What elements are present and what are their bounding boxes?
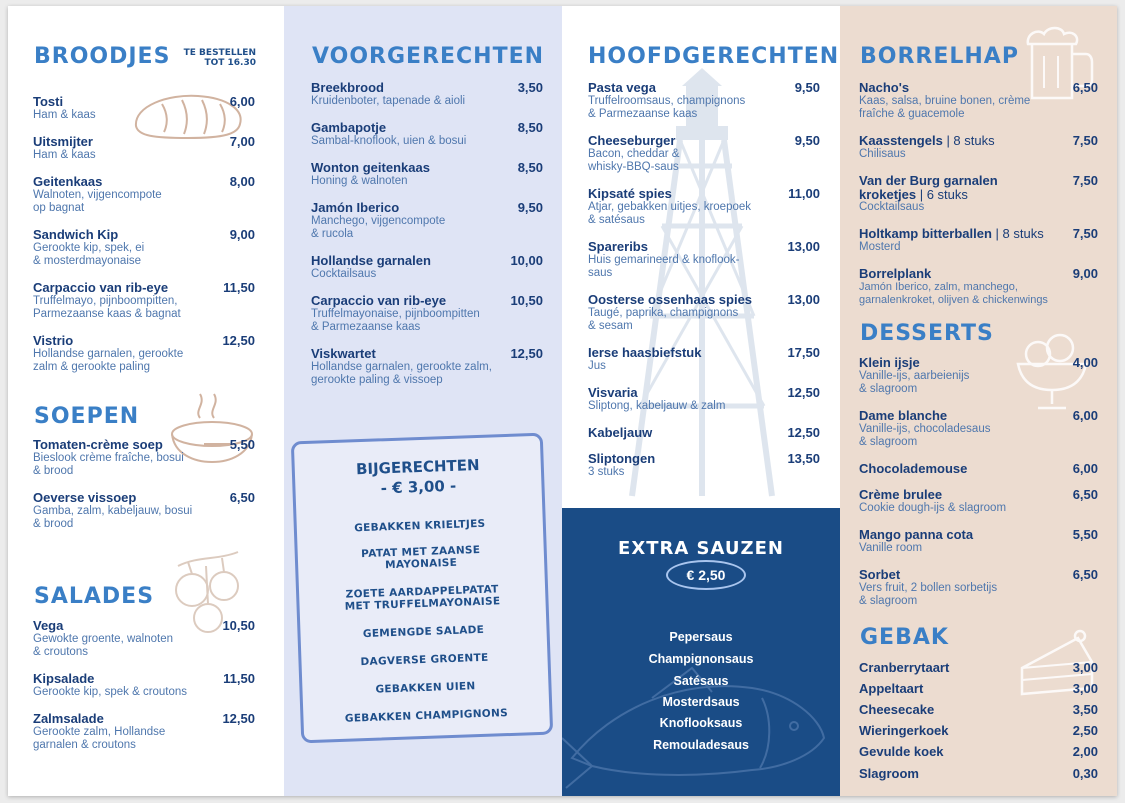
item-desc: Ham & kaas — [33, 109, 96, 121]
item-desc: Vers fruit, 2 bollen sorbetijs & slagroom — [859, 582, 998, 607]
heading-borrelhap: BORRELHAP — [860, 44, 1019, 69]
item-name: Zalmsalade — [33, 711, 104, 726]
heading-desserts: DESSERTS — [860, 321, 994, 346]
item-desc: Jamón Iberico, zalm, manchego, garnalenkroket, olijven & chickenwings — [859, 281, 1048, 306]
item-name: Tomaten-crème soep — [33, 437, 163, 452]
sauce-item: Pepersaus — [669, 630, 733, 644]
item-price: 6,50 — [229, 490, 255, 505]
item-desc: Hollandse garnalen, gerookte zalm, gerookte paling & vissoep — [311, 361, 492, 386]
column-broodjes — [8, 6, 284, 796]
item-desc: Gerookte kip, spek, ei & mosterdmayonaise — [33, 242, 145, 267]
item-name: Vega — [33, 618, 64, 633]
side-dish-item: DAGVERSE GROENTE — [360, 651, 489, 669]
item-name: Visvaria — [588, 385, 638, 400]
item-name: Chocolademouse — [859, 461, 968, 476]
item-name — [859, 81, 909, 95]
item-name: Cranberrytaart — [859, 660, 950, 675]
item-name: Dame blanche — [859, 408, 948, 423]
bijgerechten-card — [291, 433, 553, 744]
item-desc: Gamba, zalm, kabeljauw, bosui & brood — [33, 505, 193, 530]
item-price: 6,00 — [1072, 408, 1098, 423]
item-price: 9,00 — [229, 227, 255, 242]
item-name: Sandwich Kip — [33, 227, 119, 242]
item-price: 9,00 — [1072, 266, 1098, 281]
item-desc: 3 stuks — [588, 466, 625, 478]
extra-sauzen-title: EXTRA SAUZEN — [618, 538, 784, 559]
item-price: 12,50 — [222, 333, 255, 348]
item-price: 12,50 — [787, 425, 820, 440]
item-name: Crème brulee — [859, 487, 943, 502]
side-dish-item: GEMENGDE SALADE — [362, 623, 485, 641]
item-price: 7,00 — [229, 134, 255, 149]
extra-sauzen-panel — [562, 508, 840, 796]
item-price: 12,50 — [787, 385, 820, 400]
item-desc: Cocktailsaus — [311, 268, 377, 280]
item-price: 3,50 — [517, 80, 543, 95]
item-name: Kipsalade — [33, 671, 95, 686]
item-price: 8,00 — [229, 174, 255, 189]
item-desc: Taugé, paprika, champignons & sesam — [588, 307, 739, 332]
item-name: Sorbet — [859, 567, 901, 582]
item-name: Geitenkaas — [33, 174, 103, 189]
item-desc: Cookie dough-ijs & slagroom — [859, 502, 1007, 514]
item-price: 10,50 — [222, 618, 255, 633]
item-price: 13,50 — [787, 451, 820, 466]
side-dish-item: GEBAKKEN UIEN — [375, 680, 476, 696]
item-desc: Sliptong, kabeljauw & zalm — [588, 400, 726, 412]
item-name-text: Borrelplank — [859, 266, 932, 281]
item-price: 12,50 — [222, 711, 255, 726]
item-name-text: Kaasstengels — [859, 133, 943, 148]
item-name: Spareribs — [588, 239, 648, 254]
side-dish-item: GEBAKKEN CHAMPIGNONS — [344, 707, 509, 725]
item-name: Oeverse vissoep — [33, 490, 137, 505]
item-price: 11,50 — [223, 671, 255, 686]
item-desc: Truffelroomsaus, champignons & Parmezaanse kaas — [588, 95, 746, 120]
item-desc: Vanille-ijs, chocoladesaus & slagroom — [859, 423, 991, 448]
item-price: 0,30 — [1072, 766, 1098, 781]
item-name — [859, 227, 1044, 241]
item-desc: Gewokte groente, walnoten & croutons — [33, 633, 174, 658]
item-price: 2,00 — [1072, 744, 1098, 759]
item-price: 7,50 — [1072, 173, 1098, 188]
item-price: 6,00 — [229, 94, 255, 109]
item-price: 2,50 — [1072, 723, 1098, 738]
sauce-item: Mosterdsaus — [662, 695, 740, 709]
item-name: Gevulde koek — [859, 744, 944, 759]
item-price: 3,00 — [1072, 681, 1098, 696]
item-price: 13,00 — [787, 292, 820, 307]
item-name: Viskwartet — [311, 346, 376, 361]
menu-sheet — [8, 6, 1117, 796]
heading-salades: SALADES — [34, 584, 155, 609]
side-dish-item: GEBAKKEN KRIELTJES — [354, 517, 486, 535]
heading-soepen: SOEPEN — [34, 404, 140, 429]
item-desc: Gerookte kip, spek & croutons — [33, 686, 188, 698]
item-name: Wieringerkoek — [859, 723, 949, 738]
item-name: Uitsmijter — [33, 134, 93, 149]
item-desc: Atjar, gebakken uitjes, kroepoek & satésaus — [588, 201, 752, 226]
item-price: 5,50 — [229, 437, 255, 452]
extra-sauzen-price: € 2,50 — [666, 560, 746, 590]
bijgerechten-price: - € 3,00 - — [380, 476, 457, 498]
item-price: 7,50 — [1072, 226, 1098, 241]
item-desc: Walnoten, vijgencompote op bagnat — [33, 189, 162, 214]
item-portion: | 8 stuks — [991, 226, 1044, 241]
item-name: Kabeljauw — [588, 425, 653, 440]
item-desc: Kruidenboter, tapenade & aioli — [311, 95, 466, 107]
item-name: Wonton geitenkaas — [311, 160, 430, 175]
sauce-item: Knoflooksaus — [659, 716, 743, 730]
item-name: Klein ijsje — [859, 355, 920, 370]
item-name: Cheeseburger — [588, 133, 676, 148]
item-price: 6,50 — [1072, 80, 1098, 95]
heading-hoofdgerechten: HOOFDGERECHTEN — [588, 44, 840, 69]
lighthouse-icon — [602, 66, 802, 506]
item-name: Breekbrood — [311, 80, 384, 95]
item-name: Gambapotje — [311, 120, 387, 135]
item-desc: Vanille-ijs, aarbeienijs & slagroom — [859, 370, 970, 395]
item-price: 9,50 — [794, 133, 820, 148]
item-name: Jamón Iberico — [311, 200, 400, 215]
item-price: 6,50 — [1072, 567, 1098, 582]
item-price: 11,00 — [788, 186, 820, 201]
item-price: 8,50 — [517, 120, 543, 135]
sauce-item: Satésaus — [673, 674, 729, 688]
item-desc: Jus — [588, 360, 606, 372]
item-price: 3,00 — [1072, 660, 1098, 675]
item-desc: Honing & walnoten — [311, 175, 408, 187]
heading-voorgerechten: VOORGERECHTEN — [312, 44, 545, 69]
item-desc: Vanille room — [859, 542, 923, 554]
item-price: 10,50 — [510, 293, 543, 308]
item-name-text: Van der Burg garnalen kroketjes — [859, 173, 998, 202]
item-name: Carpaccio van rib-eye — [33, 280, 169, 295]
item-desc: Huis gemarineerd & knoflook- saus — [588, 254, 740, 279]
item-name-text: Holtkamp bitterballen — [859, 226, 992, 241]
item-portion: | 8 stuks — [942, 133, 995, 148]
item-price: 6,00 — [1072, 461, 1098, 476]
item-name: Slagroom — [859, 766, 919, 781]
item-name: Cheesecake — [859, 702, 935, 717]
item-name — [859, 267, 931, 281]
item-desc: Ham & kaas — [33, 149, 96, 161]
item-portion: | 6 stuks — [916, 187, 968, 202]
item-price: 9,50 — [517, 200, 543, 215]
item-name — [859, 134, 995, 148]
item-name: Oosterse ossenhaas spies — [588, 292, 753, 307]
item-name — [859, 174, 998, 202]
item-name: Carpaccio van rib-eye — [311, 293, 447, 308]
item-price: 6,50 — [1072, 487, 1098, 502]
side-dish-item: PATAT MET ZAANSE MAYONAISE — [360, 543, 481, 572]
item-desc: Mosterd — [859, 241, 901, 253]
item-desc: Sambal-knoflook, uien & bosui — [311, 135, 467, 147]
order-time-note: TE BESTELLEN TOT 16.30 — [183, 48, 256, 68]
item-price: 8,50 — [517, 160, 543, 175]
item-name: Hollandse garnalen — [311, 253, 431, 268]
item-name: Ierse haasbiefstuk — [588, 345, 702, 360]
bijgerechten-title: BIJGERECHTEN — [355, 455, 480, 479]
item-price: 5,50 — [1072, 527, 1098, 542]
heading-gebak: GEBAK — [860, 625, 949, 650]
column-borrelhap — [840, 6, 1117, 796]
item-desc: Truffelmayo, pijnboompitten, Parmezaanse kaas & bagnat — [33, 295, 181, 320]
item-price: 3,50 — [1072, 702, 1098, 717]
item-desc: Manchego, vijgencompote & rucola — [311, 215, 446, 240]
item-name: Tosti — [33, 94, 64, 109]
item-price: 10,00 — [510, 253, 543, 268]
sauce-item: Remouladesaus — [653, 738, 749, 752]
item-price: 11,50 — [223, 280, 255, 295]
item-name: Vistrio — [33, 333, 74, 348]
item-price: 9,50 — [794, 80, 820, 95]
sauce-item: Champignonsaus — [648, 652, 754, 666]
item-desc: Cocktailsaus — [859, 201, 925, 213]
item-name: Kipsaté spies — [588, 186, 672, 201]
item-desc: Chilisaus — [859, 148, 906, 160]
item-name: Mango panna cota — [859, 527, 974, 542]
item-name: Sliptongen — [588, 451, 656, 466]
item-desc: Truffelmayonaise, pijnboompitten & Parmezaanse kaas — [311, 308, 480, 333]
item-price: 13,00 — [787, 239, 820, 254]
item-desc: Gerookte zalm, Hollandse garnalen & croutons — [33, 726, 166, 751]
heading-broodjes: BROODJES — [34, 44, 171, 69]
item-price: 4,00 — [1072, 355, 1098, 370]
item-name: Appeltaart — [859, 681, 924, 696]
item-name: Pasta vega — [588, 80, 656, 95]
item-desc: Kaas, salsa, bruine bonen, crème fraîche & guacemole — [859, 95, 1031, 120]
side-dish-item: ZOETE AARDAPPELPATAT MET TRUFFELMAYONAISE — [344, 583, 501, 613]
item-price: 7,50 — [1072, 133, 1098, 148]
item-desc: Hollandse garnalen, gerookte zalm & gerookte paling — [33, 348, 184, 373]
item-price: 12,50 — [510, 346, 543, 361]
item-desc: Bacon, cheddar & whisky-BBQ-saus — [588, 148, 680, 173]
item-desc: Bieslook crème fraîche, bosui & brood — [33, 452, 184, 477]
item-price: 17,50 — [787, 345, 820, 360]
item-name-text: Nacho's — [859, 80, 910, 95]
